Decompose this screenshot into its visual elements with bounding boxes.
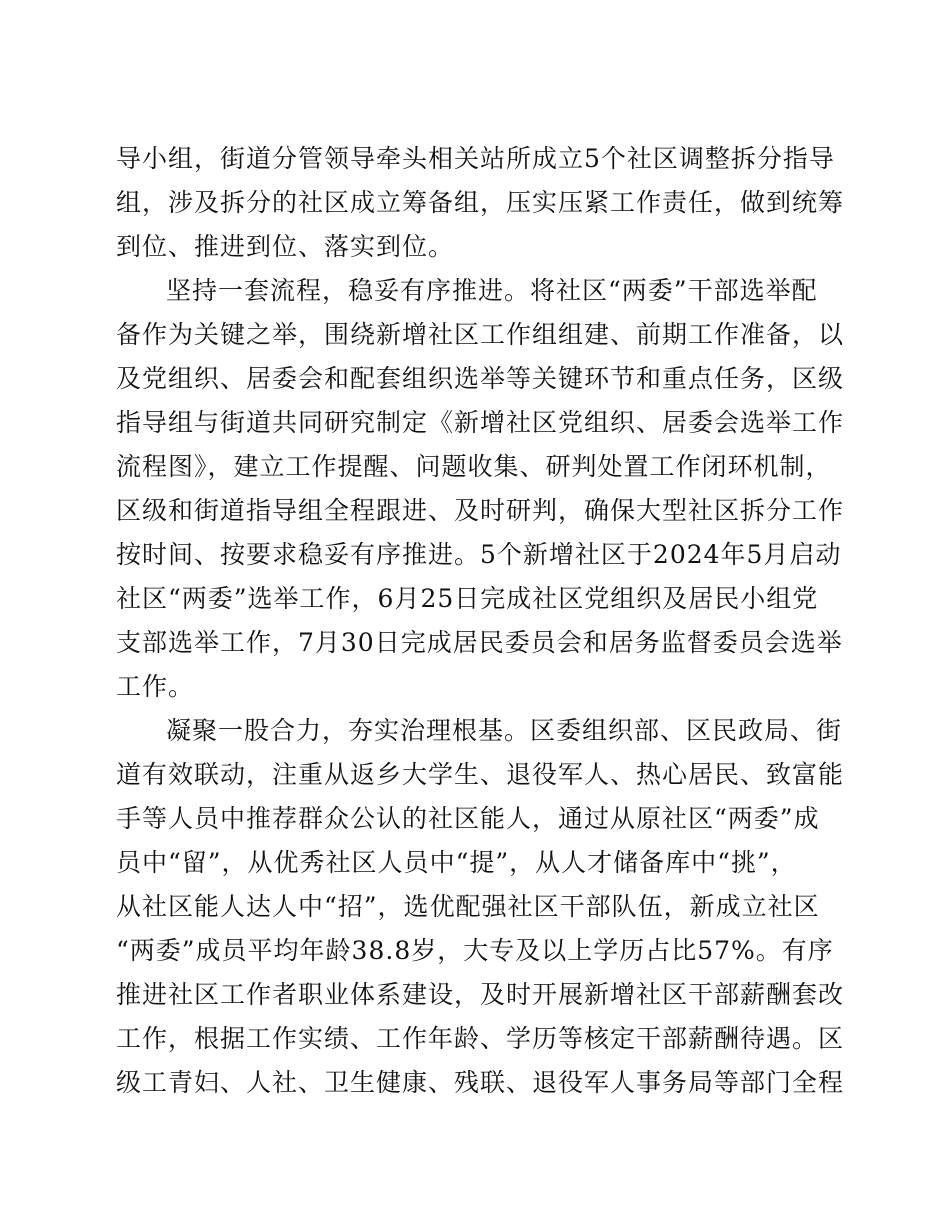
text-line: 手等人员中推荐群众公认的社区能人，通过从原社区“两委”成 — [116, 804, 820, 833]
text-line: 从社区能人达人中“招”，选优配强社区干部队伍，新成立社区 — [116, 892, 820, 921]
text-line: “两委”成员平均年龄38.8岁，大专及以上学历占比57%。有序 — [116, 936, 834, 965]
text-line: 坚持一套流程，稳妥有序推进。将社区“两委”干部选举配 — [166, 276, 818, 305]
paragraph-1 — [116, 137, 845, 269]
text-line: 备作为关键之举，围绕新增社区工作组组建、前期工作准备，以 — [116, 320, 845, 349]
text-line: 道有效联动，注重从返乡大学生、退役军人、热心居民、致富能 — [116, 760, 845, 789]
text-line: 员中“留”，从优秀社区人员中“提”，从人才储备库中“挑”， — [116, 848, 797, 877]
text-line: 指导组与街道共同研究制定《新增社区党组织、居委会选举工作 — [116, 408, 845, 437]
text-line: 组，涉及拆分的社区成立筹备组，压实压紧工作责任，做到统筹 — [116, 188, 845, 217]
text-line: 及党组织、居委会和配套组织选举等关键环节和重点任务，区级 — [116, 364, 845, 393]
text-line: 到位、推进到位、落实到位。 — [116, 232, 455, 261]
text-line: 按时间、按要求稳妥有序推进。5个新增社区于2024年5月启动 — [116, 540, 842, 569]
paragraph-3 — [116, 709, 845, 1105]
text-line: 推进社区工作者职业体系建设，及时开展新增社区干部薪酬套改 — [116, 980, 845, 1009]
text-line: 工作。 — [116, 672, 195, 701]
text-line: 导小组，街道分管领导牵头相关站所成立5个社区调整拆分指导 — [116, 144, 835, 173]
text-line: 凝聚一股合力，夯实治理根基。区委组织部、区民政局、街 — [166, 716, 843, 745]
body-text — [116, 137, 845, 1105]
text-line: 社区“两委”选举工作，6月25日完成社区党组织及居民小组党 — [116, 584, 819, 613]
text-line: 级工青妇、人社、卫生健康、残联、退役军人事务局等部门全程 — [116, 1068, 845, 1097]
text-line: 区级和街道指导组全程跟进、及时研判，确保大型社区拆分工作 — [116, 496, 845, 525]
text-line: 流程图》，建立工作提醒、问题收集、研判处置工作闭环机制， — [116, 452, 832, 481]
text-line: 支部选举工作，7月30日完成居民委员会和居务监督委员会选举 — [116, 628, 843, 657]
paragraph-2 — [116, 269, 845, 709]
text-line: 工作，根据工作实绩、工作年龄、学历等核定干部薪酬待遇。区 — [116, 1024, 845, 1053]
